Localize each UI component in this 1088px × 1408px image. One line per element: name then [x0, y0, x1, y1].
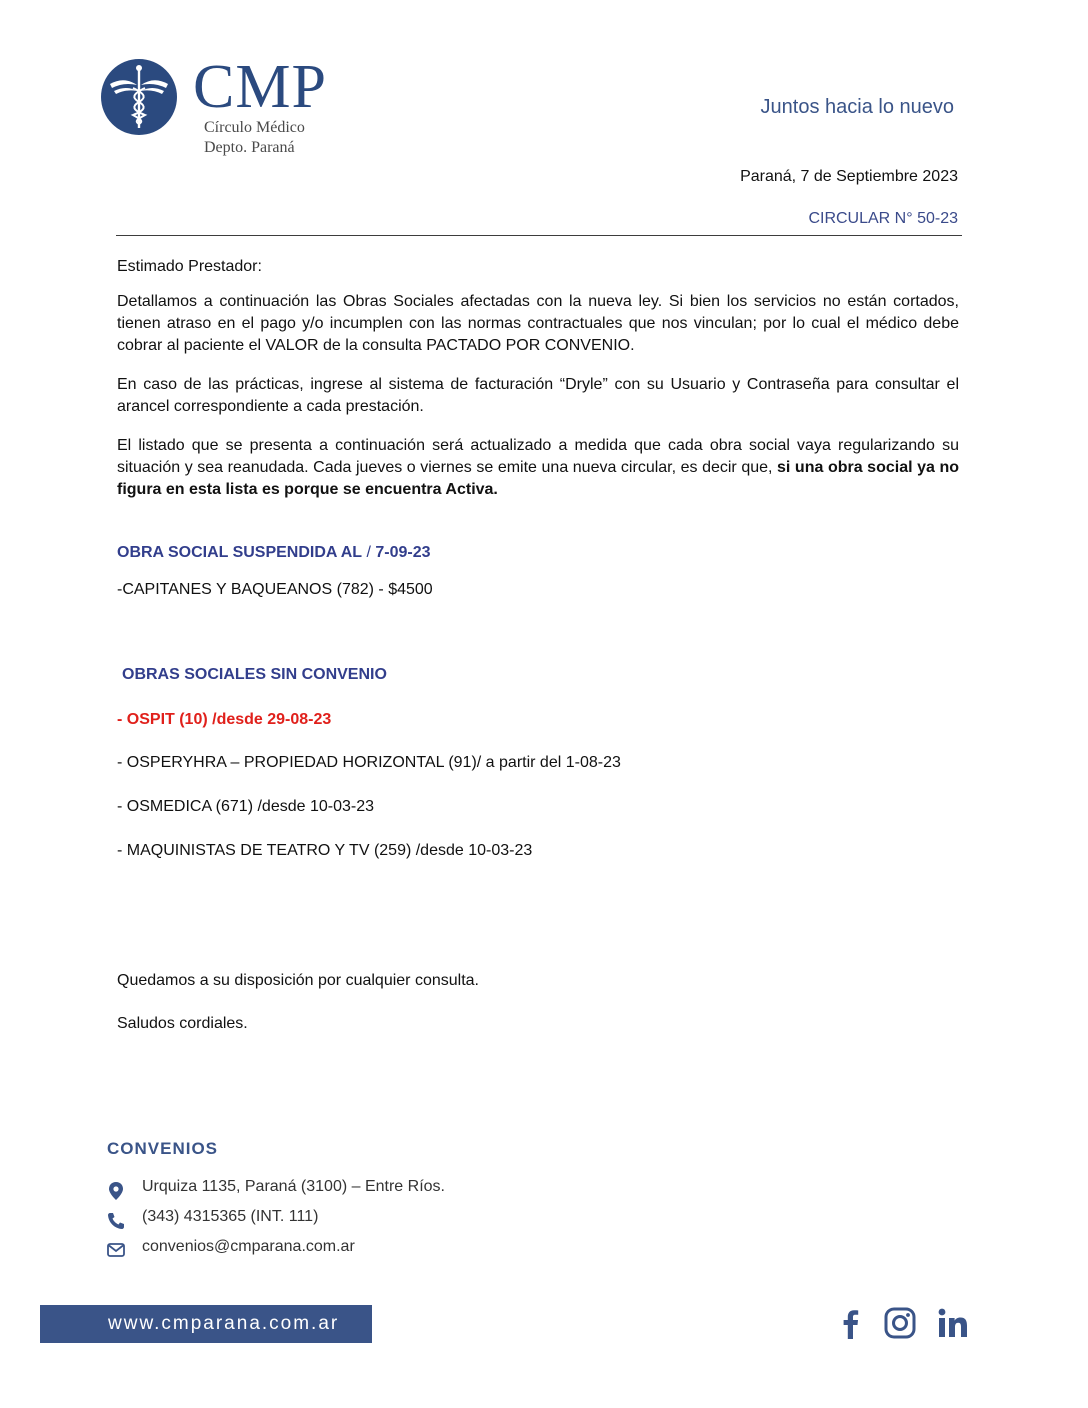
paragraph-practices: En caso de las prácticas, ingrese al sistema de facturación “Dryle” con su Usuario y Contraseña para consultar el arancel correspondiente a cada prestación. [117, 376, 959, 415]
suspended-heading: OBRA SOCIAL SUSPENDIDA AL / 7-09-23 [117, 544, 431, 561]
linkedin-icon[interactable] [936, 1306, 970, 1340]
paragraph-listing-text: El listado que se presenta a continuación será actualizado a medida que cada obra social vaya regularizando su situación y sea reanudada. Cada jueves o viernes se emite una nueva circular, es decir que, [117, 437, 959, 476]
location-pin-icon [106, 1181, 126, 1201]
tagline: Juntos hacia lo nuevo [760, 96, 954, 118]
footer-phone: (343) 4315365 (INT. 111) [142, 1208, 319, 1225]
facebook-icon[interactable] [834, 1306, 868, 1340]
paragraph-listing [117, 435, 959, 501]
suspended-item: -CAPITANES Y BAQUEANOS (782) - $4500 [117, 581, 433, 598]
circular-number: CIRCULAR N° 50-23 [808, 210, 958, 227]
footer-email[interactable]: convenios@cmparana.com.ar [142, 1238, 355, 1255]
instagram-icon[interactable] [883, 1306, 917, 1340]
no-agreement-heading: OBRAS SOCIALES SIN CONVENIO [122, 666, 387, 683]
no-agreement-item: - MAQUINISTAS DE TEATRO Y TV (259) /desde 10-03-23 [117, 842, 533, 859]
caduceus-logo-icon [100, 58, 178, 136]
footer-section-title: CONVENIOS [107, 1139, 219, 1158]
header-divider [116, 235, 962, 236]
closing-line: Quedamos a su disposición por cualquier consulta. [117, 972, 479, 989]
regards-line: Saludos cordiales. [117, 1015, 248, 1032]
paragraph-listing-bold: si una obra social ya no figura en esta lista es porque se encuentra Activa. [117, 459, 960, 498]
greeting: Estimado Prestador: [117, 258, 262, 275]
footer-address: Urquiza 1135, Paraná (3100) – Entre Ríos. [142, 1178, 445, 1195]
website-link[interactable]: www.cmparana.com.ar [108, 1313, 340, 1334]
no-agreement-item: - OSPIT (10) /desde 29-08-23 [117, 711, 332, 728]
document-date: Paraná, 7 de Septiembre 2023 [740, 168, 958, 185]
no-agreement-item: - OSPERYHRA – PROPIEDAD HORIZONTAL (91)/ a partir del 1-08-23 [117, 754, 621, 771]
website-banner[interactable] [40, 1305, 372, 1343]
brand-name: CMP [193, 53, 327, 121]
brand-subtitle-line1: Círculo Médico [204, 119, 305, 136]
brand-subtitle-line2: Depto. Paraná [204, 139, 295, 156]
paragraph-intro: Detallamos a continuación las Obras Sociales afectadas con la nueva ley. Si bien los servicios no están cortados, tienen atraso en el pago y/o incumplen con las normas contractuales que nos vinculan; por lo cual el médico debe cobrar al paciente el VALOR de la consulta PACTADO POR CONVENIO. [117, 293, 959, 354]
mail-icon [106, 1240, 126, 1260]
phone-icon [106, 1211, 126, 1231]
no-agreement-item: - OSMEDICA (671) /desde 10-03-23 [117, 798, 375, 815]
